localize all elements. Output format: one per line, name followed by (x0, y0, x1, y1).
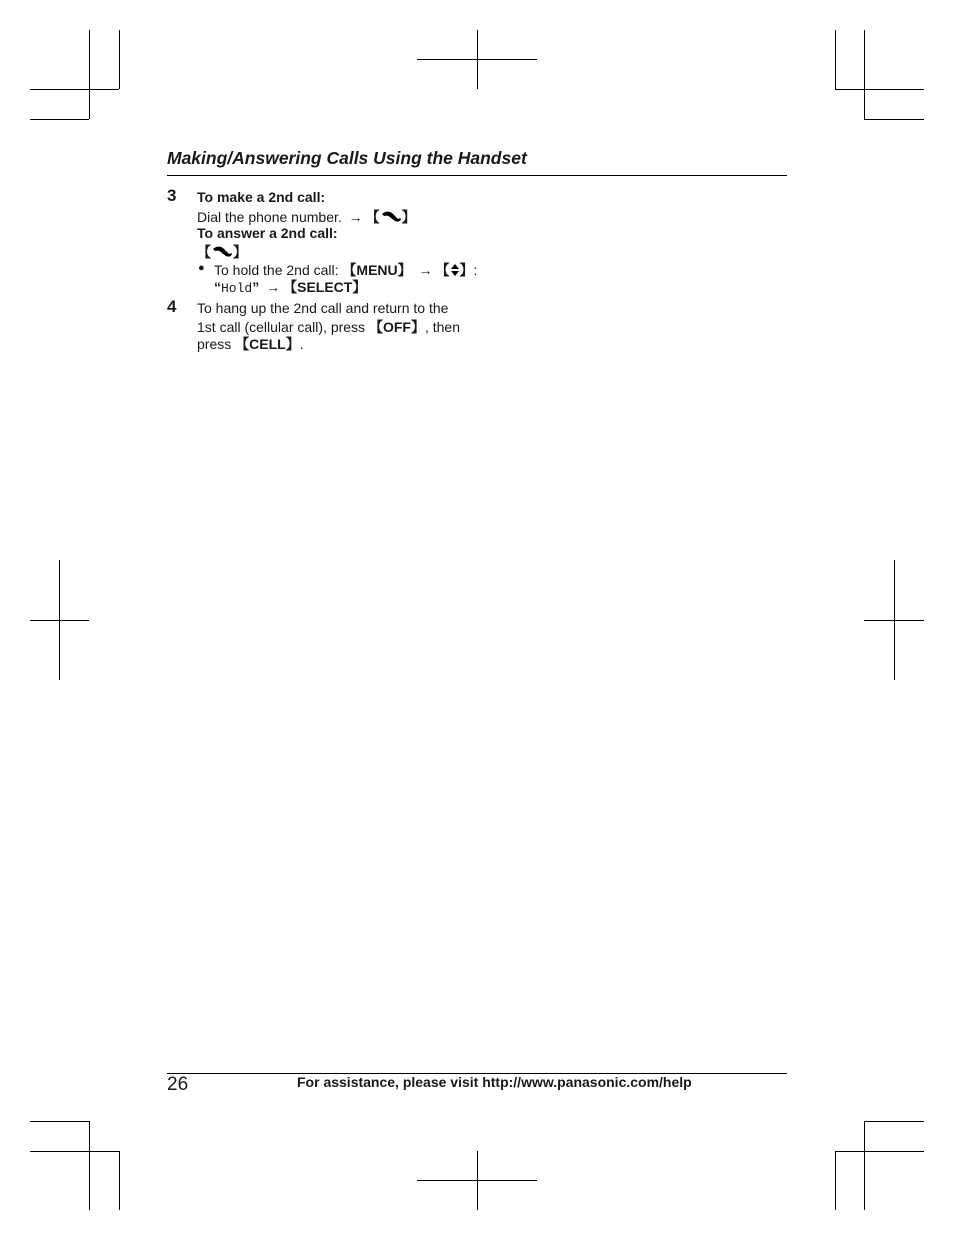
step-number: 3 (167, 186, 177, 205)
bracket-close: 】 (401, 209, 416, 225)
bracket-open: 【 (197, 244, 211, 260)
bracket-close: 】 (285, 336, 300, 352)
hangup-line-1: To hang up the 2nd call and return to the (197, 300, 449, 316)
bracket-open: 【 (435, 262, 450, 278)
make-call-heading: To make a 2nd call: (197, 189, 326, 205)
hangup-text: press (197, 336, 232, 352)
make-call-text: Dial the phone number. (197, 209, 342, 225)
title-divider (167, 175, 787, 176)
bracket-close: 】 (233, 244, 247, 260)
bracket-close: 】 (397, 262, 412, 278)
colon: : (473, 262, 478, 278)
talk-icon (380, 210, 402, 224)
menu-key: MENU (356, 262, 398, 278)
make-call-instruction (197, 207, 416, 227)
bracket-open: 【 (365, 209, 380, 225)
cell-key: CELL (249, 336, 286, 352)
answer-call-heading: To answer a 2nd call: (197, 225, 338, 241)
hangup-text: , then (424, 319, 460, 335)
bracket-close: 】 (459, 262, 474, 278)
select-key: SELECT (297, 279, 353, 295)
bracket-close: 】 (410, 319, 425, 335)
bracket-close: 】 (352, 279, 367, 295)
hold-select-line (214, 277, 366, 297)
assistance-text: For assistance, please visit http://www.panasonic.com/help (297, 1074, 692, 1090)
hangup-text: . (299, 336, 304, 352)
section-title: Making/Answering Calls Using the Handset (167, 148, 527, 168)
arrow: → (266, 279, 281, 295)
bracket-open: 【 (342, 262, 357, 278)
bullet: ● (198, 262, 205, 274)
off-key: OFF (382, 319, 411, 335)
talk-icon (211, 245, 233, 259)
answer-call-key (197, 242, 247, 262)
bracket-open: 【 (368, 319, 383, 335)
step-number: 4 (167, 297, 177, 316)
hold-text: To hold the 2nd call: (214, 262, 339, 278)
arrow: → (348, 209, 363, 225)
quote-open: “ (214, 279, 221, 295)
hangup-line-3 (197, 334, 304, 354)
bracket-open: 【 (235, 336, 250, 352)
bracket-open: 【 (283, 279, 298, 295)
hangup-text: 1st call (cellular call), press (197, 319, 366, 335)
up-down-icon (450, 263, 460, 277)
page-number: 26 (167, 1074, 189, 1095)
hold-option: Hold (221, 281, 253, 296)
quote-close: ” (252, 279, 260, 295)
arrow: → (418, 262, 433, 278)
